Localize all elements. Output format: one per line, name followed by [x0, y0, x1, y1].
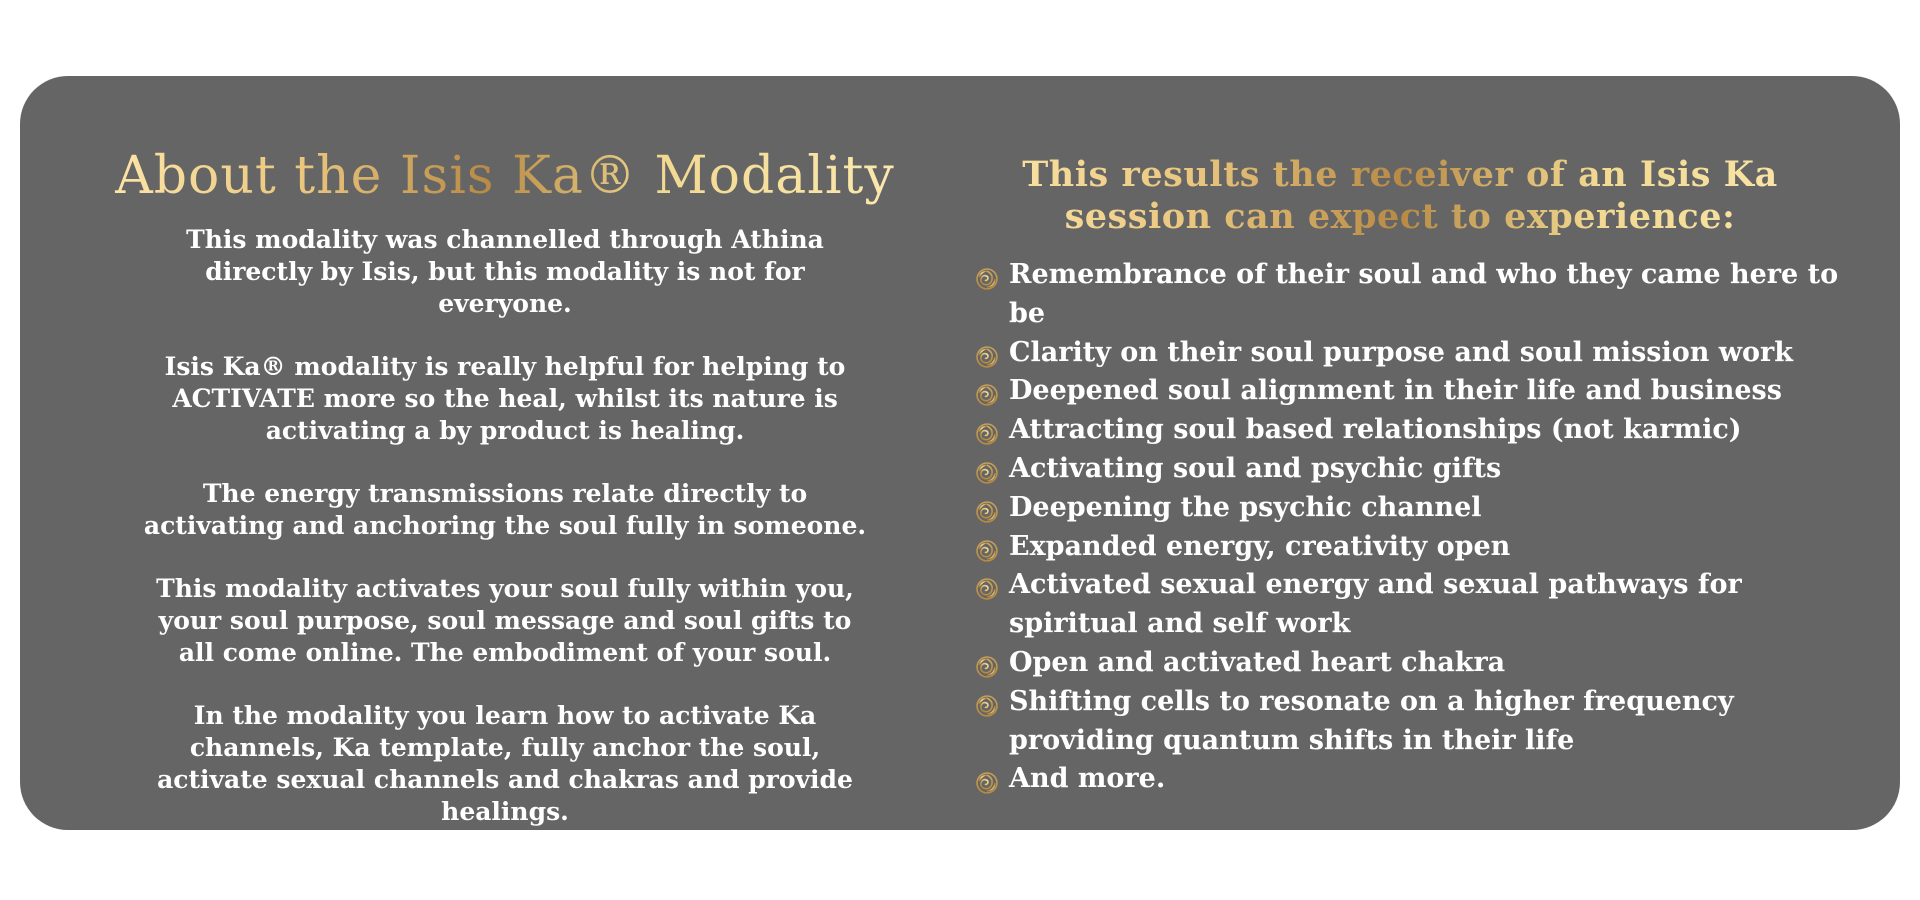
list-item [975, 489, 1865, 528]
rose-icon [975, 536, 999, 560]
list-item [975, 528, 1865, 567]
list-item-text: Clarity on their soul purpose and soul mission work [1009, 336, 1793, 368]
list-item-text: Shifting cells to resonate on a higher frequency providing quantum shifts in their life [1009, 685, 1734, 756]
about-section [108, 146, 902, 859]
list-item-text: Attracting soul based relationships (not karmic) [1009, 414, 1742, 446]
list-item-text: Deepening the psychic channel [1009, 491, 1482, 523]
list-item [975, 760, 1865, 799]
rose-icon [975, 458, 999, 482]
list-item [975, 411, 1865, 450]
about-title [108, 146, 902, 206]
list-item [975, 450, 1865, 489]
results-section [975, 154, 1865, 799]
about-title-part-2: Modality [636, 146, 895, 206]
list-item [975, 683, 1865, 761]
results-subtitle: This results the receiver of an Isis Ka session can expect to experience: [975, 154, 1865, 238]
list-item-text: Remembrance of their soul and who they came here to be [1009, 259, 1839, 329]
list-item [975, 644, 1865, 683]
list-item-text: Open and activated heart chakra [1009, 646, 1506, 678]
list-item [975, 334, 1865, 373]
about-paragraph: This modality was channelled through Athina directly by Isis, but this modality is not for everyone. [186, 225, 824, 318]
list-item-text: And more. [1009, 763, 1166, 795]
rose-icon [975, 342, 999, 366]
list-item-text: Deepened soul alignment in their life and business [1009, 375, 1782, 407]
rose-icon [975, 652, 999, 676]
rose-icon [975, 691, 999, 715]
rose-icon [975, 419, 999, 443]
list-item-text: Activating soul and psychic gifts [1009, 452, 1502, 484]
about-paragraph: The energy transmissions relate directly to activating and anchoring the soul fully in someone. [143, 479, 867, 540]
list-item [975, 256, 1865, 334]
list-item [975, 566, 1865, 644]
about-paragraph: In the modality you learn how to activate Ka channels, Ka template, fully anchor the soul, activate sexual channels and chakras and provide healings. [157, 701, 853, 826]
list-item-text: Activated sexual energy and sexual pathways for spiritual and self work [1009, 569, 1742, 640]
rose-icon [975, 574, 999, 598]
rose-icon [975, 380, 999, 404]
rose-icon [975, 264, 999, 288]
info-card [20, 76, 1900, 830]
results-list [975, 256, 1865, 799]
rose-icon [975, 768, 999, 792]
list-item-text: Expanded energy, creativity open [1009, 530, 1511, 562]
about-title-part-1: About the [115, 146, 400, 206]
about-paragraph: This modality activates your soul fully within you, your soul purpose, soul message and soul gifts to all come online. The embodiment of your soul. [156, 574, 854, 667]
about-title-brand: Isis Ka® [399, 146, 637, 206]
list-item [975, 372, 1865, 411]
rose-icon [975, 497, 999, 521]
about-paragraph: Isis Ka® modality is really helpful for helping to ACTIVATE more so the heal, whilst its nature is activating a by product is healing. [164, 352, 846, 445]
